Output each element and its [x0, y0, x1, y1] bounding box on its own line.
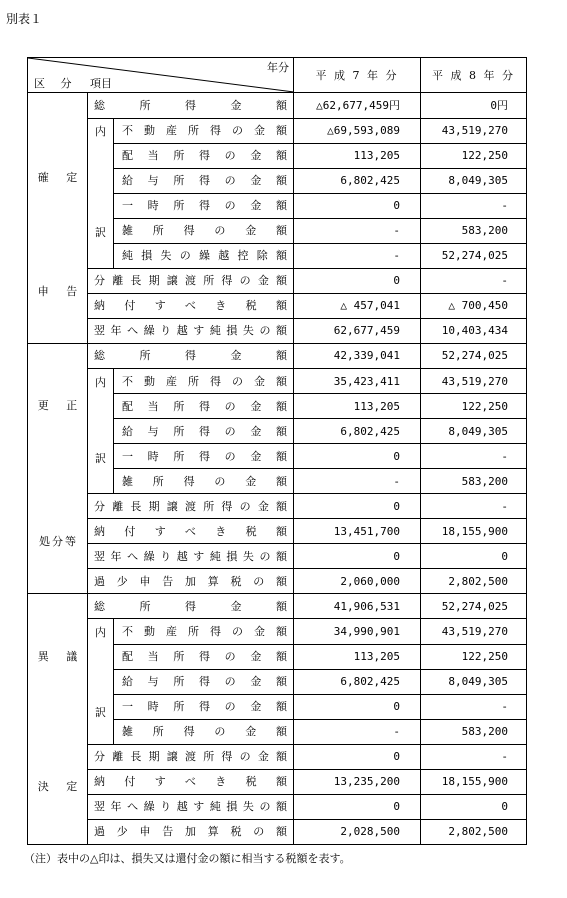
- row-label: 不動産所得の金額: [114, 369, 294, 394]
- row-label: 翌年へ繰り越す純損失の額: [88, 544, 294, 569]
- section-kousei-bottom: 処分等: [39, 534, 78, 548]
- row-label: 過少申告加算税の額: [88, 569, 294, 594]
- row-label: 配当所得の金額: [114, 143, 294, 168]
- table-row: [28, 619, 527, 644]
- header-col-h7: 平 成 7 年 分: [294, 58, 421, 93]
- value-h8: 18,155,900: [421, 769, 527, 794]
- value-h8: 52,274,025: [421, 243, 527, 268]
- table-row: [28, 744, 527, 769]
- value-h8: 0: [421, 794, 527, 819]
- row-label: 分離長期譲渡所得の金額: [88, 268, 294, 293]
- value-h7: 13,235,200: [294, 769, 421, 794]
- value-h8: 583,200: [421, 719, 527, 744]
- table-row: [28, 569, 527, 594]
- row-label: 一時所得の金額: [114, 694, 294, 719]
- value-h8: 18,155,900: [421, 519, 527, 544]
- value-h7: 41,906,531: [294, 594, 421, 619]
- table-row: [28, 369, 527, 394]
- section-kousei: [28, 343, 88, 593]
- value-h8: -: [421, 744, 527, 769]
- header-corner-cell: [28, 58, 294, 93]
- value-h7: 113,205: [294, 394, 421, 419]
- value-h8: 8,049,305: [421, 669, 527, 694]
- value-h7: 42,339,041: [294, 343, 421, 368]
- row-label: 給与所得の金額: [114, 669, 294, 694]
- uchiwake-kousei: [88, 369, 114, 494]
- value-h7: 0: [294, 494, 421, 519]
- table-row: [28, 318, 527, 343]
- value-h7: -: [294, 243, 421, 268]
- table-row: [28, 519, 527, 544]
- value-h7: 0: [294, 444, 421, 469]
- row-label: 不動産所得の金額: [114, 118, 294, 143]
- value-h7: 6,802,425: [294, 419, 421, 444]
- table-row: [28, 343, 527, 368]
- value-h8: 8,049,305: [421, 168, 527, 193]
- table-row: [28, 794, 527, 819]
- value-h7: 2,028,500: [294, 819, 421, 844]
- value-h8: -: [421, 193, 527, 218]
- value-h8: 43,519,270: [421, 118, 527, 143]
- value-h8: 122,250: [421, 394, 527, 419]
- row-label: 翌年へ繰り越す純損失の額: [88, 794, 294, 819]
- value-h8: 0円: [421, 93, 527, 118]
- value-h7: 0: [294, 744, 421, 769]
- value-h7: 0: [294, 193, 421, 218]
- table-row: [28, 544, 527, 569]
- value-h7: 0: [294, 544, 421, 569]
- row-label: 納付すべき税額: [88, 769, 294, 794]
- row-label: 一時所得の金額: [114, 444, 294, 469]
- row-label: 納付すべき税額: [88, 519, 294, 544]
- uchiwake-top: 内: [95, 376, 106, 389]
- value-h8: 122,250: [421, 143, 527, 168]
- uchiwake-igi: [88, 619, 114, 744]
- value-h8: 0: [421, 544, 527, 569]
- value-h8: -: [421, 694, 527, 719]
- uchiwake-bottom: 訳: [95, 706, 106, 720]
- value-h7: 13,451,700: [294, 519, 421, 544]
- table-row: [28, 293, 527, 318]
- value-h7: △ 457,041: [294, 293, 421, 318]
- value-h7: 0: [294, 694, 421, 719]
- value-h8: 43,519,270: [421, 619, 527, 644]
- header-koumoku: 項目: [90, 77, 112, 91]
- row-label: 雑所得の金額: [114, 218, 294, 243]
- value-h8: 583,200: [421, 469, 527, 494]
- value-h7: 34,990,901: [294, 619, 421, 644]
- header-nenbun: 年分: [267, 61, 290, 74]
- section-kakutei-bottom: 申 告: [37, 285, 85, 299]
- uchiwake-kakutei: [88, 118, 114, 268]
- value-h8: △ 700,450: [421, 293, 527, 318]
- row-label: 総 所 得 金 額: [88, 93, 294, 118]
- section-igi-bottom: 決 定: [37, 780, 85, 794]
- value-h7: -: [294, 218, 421, 243]
- value-h7: △62,677,459円: [294, 93, 421, 118]
- value-h8: 43,519,270: [421, 369, 527, 394]
- table-row: [28, 118, 527, 143]
- value-h8: 52,274,025: [421, 343, 527, 368]
- row-label: 過少申告加算税の額: [88, 819, 294, 844]
- row-label: 給与所得の金額: [114, 168, 294, 193]
- value-h7: 35,423,411: [294, 369, 421, 394]
- row-label: 納付すべき税額: [88, 293, 294, 318]
- value-h7: 62,677,459: [294, 318, 421, 343]
- value-h8: 8,049,305: [421, 419, 527, 444]
- header-col-h8: 平 成 8 年 分: [421, 58, 527, 93]
- row-label: 分離長期譲渡所得の金額: [88, 494, 294, 519]
- value-h8: -: [421, 268, 527, 293]
- value-h7: 2,060,000: [294, 569, 421, 594]
- table-row: [28, 93, 527, 118]
- value-h7: 113,205: [294, 644, 421, 669]
- row-label: 分離長期譲渡所得の金額: [88, 744, 294, 769]
- row-label: 総 所 得 金 額: [88, 594, 294, 619]
- value-h7: -: [294, 469, 421, 494]
- table-row: [28, 268, 527, 293]
- value-h7: 6,802,425: [294, 669, 421, 694]
- value-h7: △69,593,089: [294, 118, 421, 143]
- table-header-row: [28, 58, 527, 93]
- value-h8: -: [421, 494, 527, 519]
- section-kakutei: [28, 93, 88, 343]
- section-kakutei-top: 確 定: [37, 171, 85, 185]
- table-row: [28, 594, 527, 619]
- row-label: 配当所得の金額: [114, 394, 294, 419]
- value-h7: 0: [294, 794, 421, 819]
- value-h7: 113,205: [294, 143, 421, 168]
- value-h8: 122,250: [421, 644, 527, 669]
- value-h8: 52,274,025: [421, 594, 527, 619]
- page-label: 別表１: [6, 12, 43, 26]
- row-label: 配当所得の金額: [114, 644, 294, 669]
- section-igi-top: 異 議: [37, 650, 85, 664]
- row-label: 純損失の繰越控除額: [114, 243, 294, 268]
- section-kousei-top: 更 正: [37, 398, 85, 412]
- footnote: （注）表中の△印は、損失又は還付金の額に相当する税額を表す。: [24, 852, 351, 865]
- uchiwake-top: 内: [95, 626, 106, 640]
- value-h7: -: [294, 719, 421, 744]
- section-igi: [28, 594, 88, 845]
- tax-table: [27, 57, 527, 845]
- value-h8: 10,403,434: [421, 318, 527, 343]
- row-label: 翌年へ繰り越す純損失の額: [88, 318, 294, 343]
- uchiwake-bottom: 訳: [95, 452, 106, 465]
- value-h8: -: [421, 444, 527, 469]
- value-h7: 0: [294, 268, 421, 293]
- value-h8: 2,802,500: [421, 819, 527, 844]
- row-label: 給与所得の金額: [114, 419, 294, 444]
- value-h8: 583,200: [421, 218, 527, 243]
- header-kubun: 区 分: [34, 77, 78, 91]
- row-label: 一時所得の金額: [114, 193, 294, 218]
- value-h7: 6,802,425: [294, 168, 421, 193]
- table-row: [28, 819, 527, 844]
- uchiwake-top: 内: [95, 124, 106, 138]
- table-row: [28, 494, 527, 519]
- row-label: 雑所得の金額: [114, 469, 294, 494]
- row-label: 雑所得の金額: [114, 719, 294, 744]
- uchiwake-bottom: 訳: [95, 225, 106, 239]
- table-row: [28, 769, 527, 794]
- row-label: 総 所 得 金 額: [88, 343, 294, 368]
- value-h8: 2,802,500: [421, 569, 527, 594]
- row-label: 不動産所得の金額: [114, 619, 294, 644]
